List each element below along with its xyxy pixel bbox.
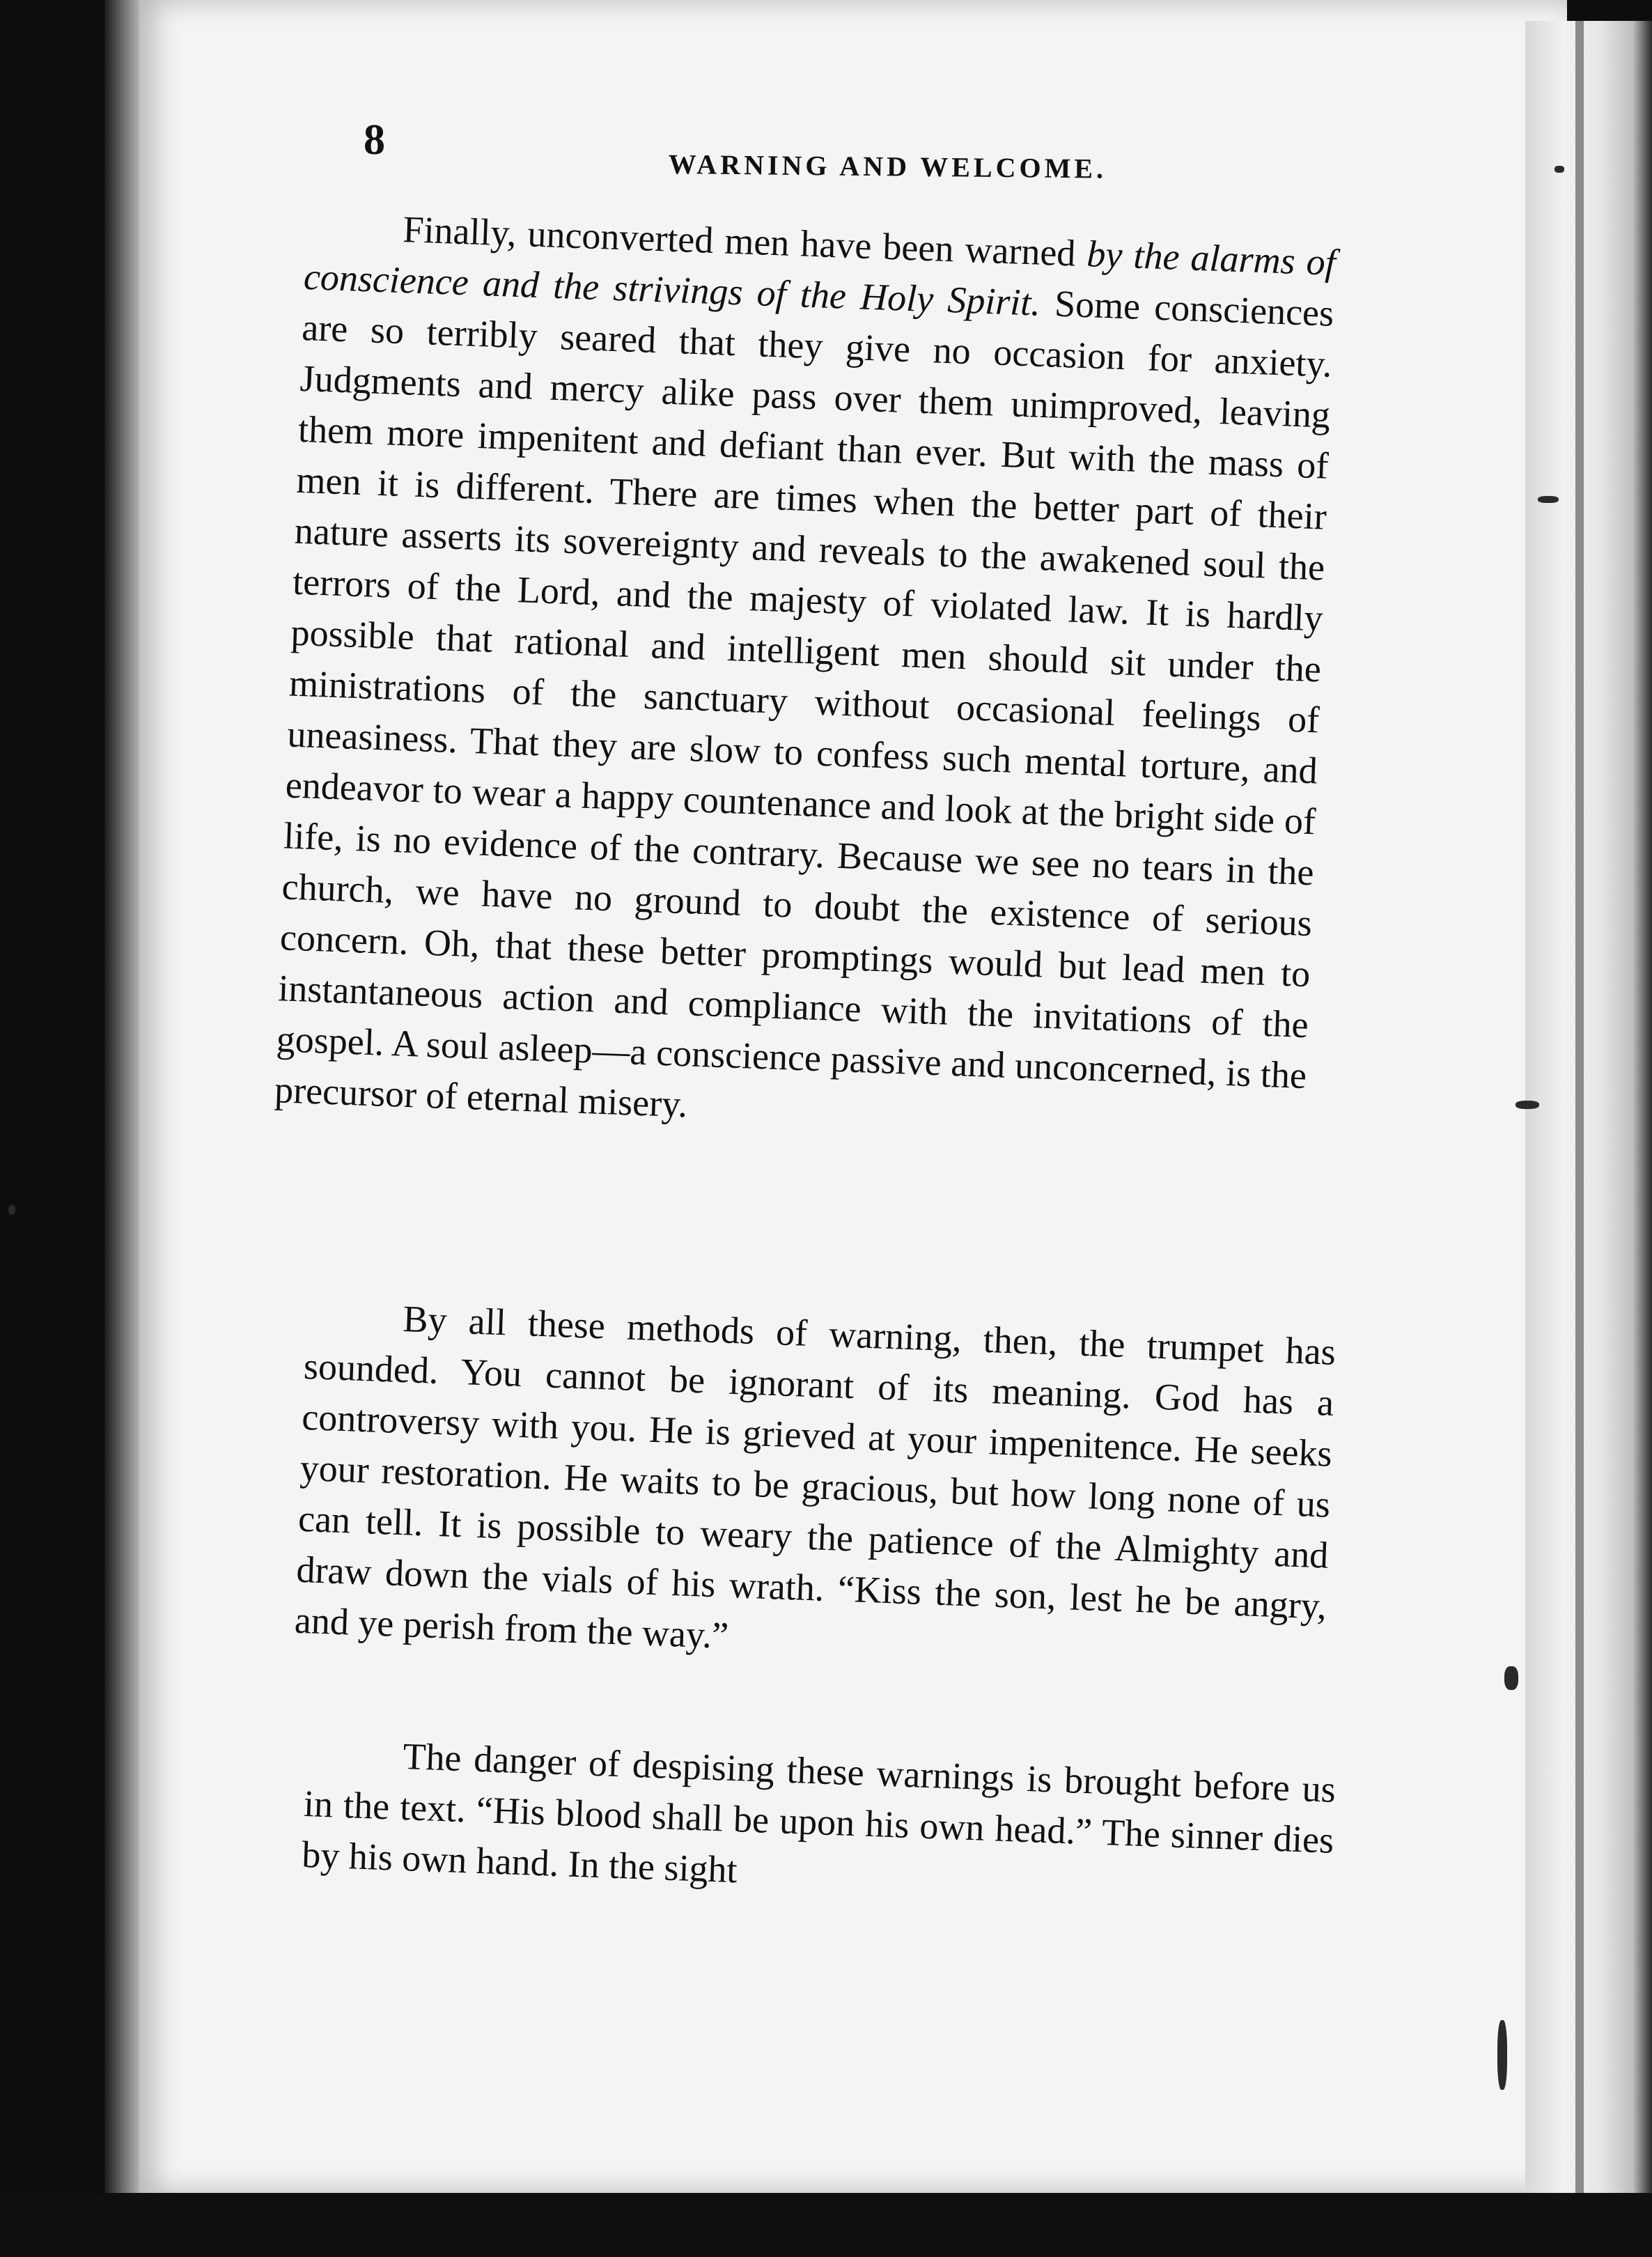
bottom-scan-border <box>0 2193 1652 2257</box>
speck <box>1538 496 1559 503</box>
speck <box>1554 166 1564 173</box>
paragraph-1 <box>274 201 1337 1152</box>
paragraph-2-text <box>294 1290 1337 1683</box>
paragraph-1-rest: Some consciences are so terribly seared that they give no occasion for anxiety. Judgments and mercy alike pass over them unimproved, leaving them more impenitent and defiant than ever. But with the mass of men it is different. There are times when the better part of their nature asserts its sovereignty and reveals to the awakened soul the terrors of the Lord, and the majesty of violated law. It is hardly possible that rational and intelligent men should sit under the ministrations of the sanctuary without occasional feelings of uneasiness. That they are slow to confess such mental torture, and endeavor to wear a happy countenance and look at the bright side of life, is no evidence of the contrary. Because we see no tears in the church, we have no ground to doubt the existence of serious concern. Oh, that these better promptings would but lead men to instantaneous action and compliance with the invitations of the gospel. A soul asleep—a conscience passive and unconcerned, is the precursor of eternal misery. <box>274 281 1335 1126</box>
paragraph-2-body: By all these methods of warning, then, the trumpet has sounded. You cannot be ignorant of its meaning. God has a controversy with you. He is grieved at your impenitence. He seeks your restoration. He waits to be gracious, but how long none of us can tell. It is possible to weary the patience of the Almighty and draw down the vials of his wrath. “Kiss the son, lest he be angry, and ye perish from the way.” <box>293 1298 1337 1657</box>
paragraph-2 <box>294 1290 1337 1683</box>
paragraph-3-body: The danger of despising these warnings is brought before us in the text. “His blood shall be upon his own head.” The sinner dies by his own hand. In the sight <box>301 1735 1337 1891</box>
speck <box>1497 2020 1507 2090</box>
running-head: WARNING AND WELCOME. <box>668 148 1107 185</box>
binding-spine <box>1575 21 1584 2193</box>
paragraph-indent <box>305 1765 403 1769</box>
speck <box>1504 1666 1518 1690</box>
right-page-binding <box>1525 21 1652 2193</box>
paragraph-1-emphasis: by the alarms of conscience and the strivings of the Holy Spirit. <box>303 233 1337 324</box>
page-number: 8 <box>364 116 385 164</box>
paragraph-1-lead: Finally, unconverted men have been warned <box>402 208 1088 275</box>
paragraph-indent <box>305 238 403 242</box>
speck <box>1515 1101 1539 1109</box>
paragraph-1-text <box>274 201 1337 1152</box>
speck <box>8 1205 15 1215</box>
paragraph-indent <box>305 1328 403 1331</box>
